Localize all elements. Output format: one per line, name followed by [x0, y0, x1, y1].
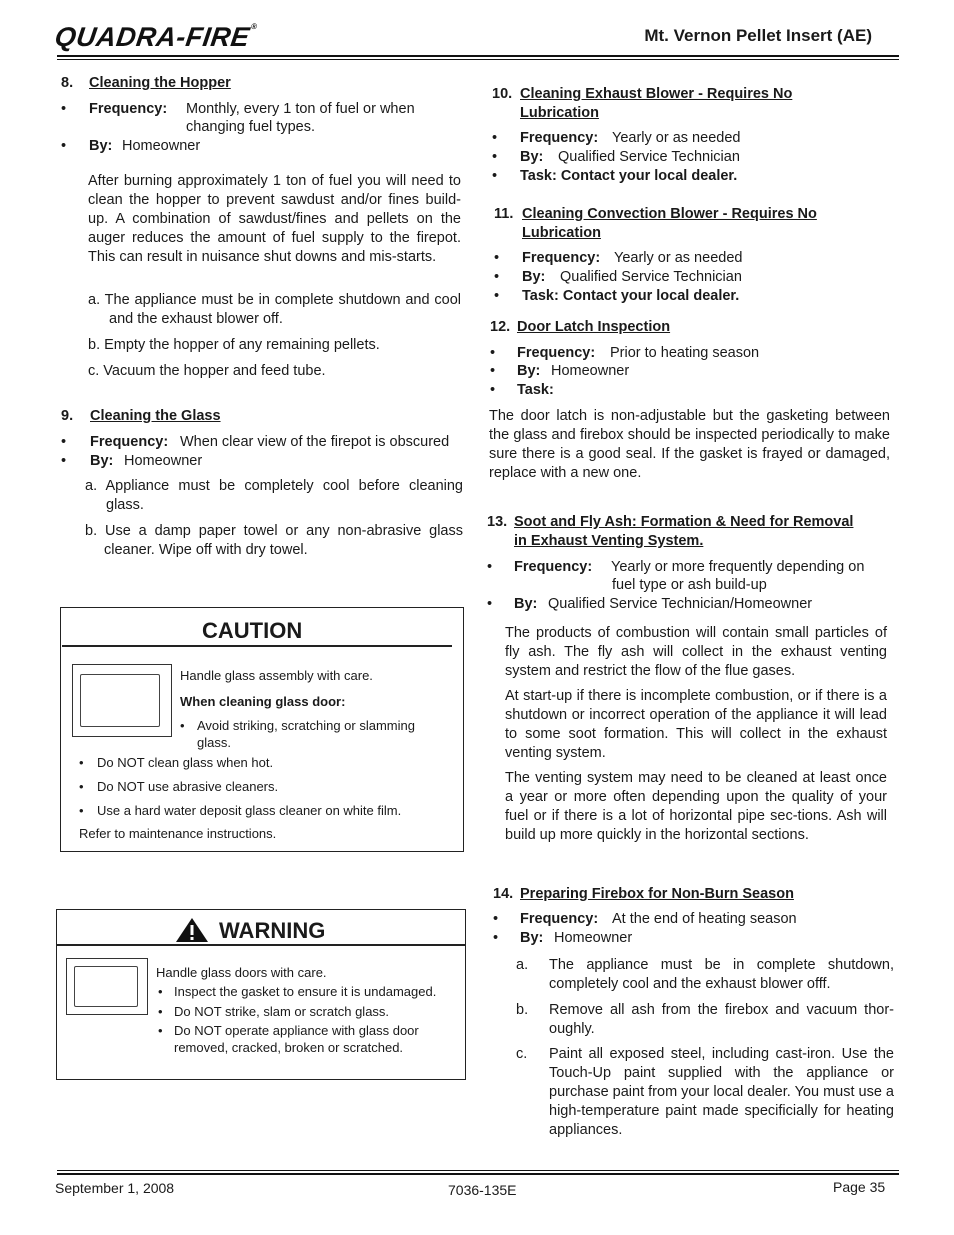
- warning-triangle-icon: [175, 917, 209, 943]
- warning-bullet-2: Do NOT strike, slam or scratch glass.: [174, 1004, 390, 1019]
- caution-bullet-2: Do NOT clean glass when hot.: [97, 755, 274, 770]
- s10-by-label: By:: [520, 149, 544, 165]
- bullet: •: [494, 269, 500, 285]
- bullet: •: [492, 168, 498, 184]
- s10-task: Task: Contact your local dealer.: [520, 168, 738, 184]
- bullet: •: [487, 559, 493, 575]
- s8-step-c: c. Vacuum the hopper and feed tube.: [88, 363, 326, 379]
- s8-by-value: Homeowner: [122, 138, 201, 154]
- bullet: •: [490, 382, 496, 398]
- caution-title: CAUTION: [202, 618, 303, 643]
- s12-frequency-label: Frequency:: [517, 345, 596, 361]
- s11-number: 11.: [494, 206, 514, 222]
- quadra-fire-logo: [53, 22, 258, 53]
- s14-number: 14.: [493, 886, 514, 902]
- caution-line-1: Handle glass assembly with care.: [180, 668, 373, 683]
- s13-frequency-value-2: fuel type or ash build-up: [612, 577, 767, 593]
- logo-text: QUADRA-FIRE: [52, 22, 252, 52]
- s12-frequency-value: Prior to heating season: [610, 345, 760, 361]
- logo-mark: ®: [250, 22, 259, 31]
- bullet: •: [158, 1023, 163, 1038]
- s12-number: 12.: [490, 319, 511, 335]
- s10-by-value: Qualified Service Technician: [558, 149, 740, 165]
- s8-number: 8.: [61, 75, 74, 91]
- caution-footer: Refer to maintenance instructions.: [79, 826, 277, 841]
- page-title: Mt. Vernon Pellet Insert (AE): [644, 26, 872, 45]
- s9-number: 9.: [61, 408, 74, 424]
- caution-bullet-1: Avoid striking, scratching or slamming glass.: [197, 718, 415, 750]
- s13-paragraph-3: The venting system may need to be cleaned at least once a year or more often depending upon the quality of your fuel or if there is a lot of horizontal pipe sec-tions. Ash will build up more quickly in the horizontal sections.: [505, 770, 887, 843]
- s14-step-c-label: c.: [516, 1046, 528, 1062]
- s8-frequency-value-2: changing fuel types.: [186, 119, 315, 135]
- s9-title: Cleaning the Glass: [90, 408, 221, 424]
- s8-frequency-label: Frequency:: [89, 101, 168, 117]
- s13-frequency-label: Frequency:: [514, 559, 593, 575]
- s14-step-a-label: a.: [516, 957, 529, 973]
- s13-title: Soot and Fly Ash: Formation & Need for Removal: [514, 514, 854, 530]
- s13-by-value: Qualified Service Technician/Homeowner: [548, 596, 813, 612]
- s8-step-a: a. The appliance must be in complete shutdown and cool and the exhaust blower off.: [88, 292, 461, 327]
- warning-title: WARNING: [219, 918, 326, 943]
- s11-title-2: Lubrication: [522, 225, 601, 241]
- s12-by-label: By:: [517, 363, 541, 379]
- s13-title-2: in Exhaust Venting System.: [514, 533, 704, 549]
- bullet: •: [79, 803, 84, 818]
- bullet: •: [493, 930, 499, 946]
- s12-by-value: Homeowner: [551, 363, 630, 379]
- s13-by-label: By:: [514, 596, 538, 612]
- bullet: •: [492, 130, 498, 146]
- s12-paragraph: The door latch is non-adjustable but the gasketing between the glass and firebox should be inspected periodically to make sure there is a good seal. If the gasket is frayed or damaged, replace with a new one.: [489, 408, 890, 481]
- bullet: •: [493, 911, 499, 927]
- s12-task: Task:: [517, 382, 554, 398]
- s9-frequency-label: Frequency:: [90, 434, 169, 450]
- bullet: •: [490, 345, 496, 361]
- s11-task: Task: Contact your local dealer.: [522, 288, 740, 304]
- bullet: •: [494, 250, 500, 266]
- s14-title: Preparing Firebox for Non-Burn Season: [520, 886, 794, 902]
- s14-step-a: The appliance must be in complete shutdown, completely cool and the exhaust blower offf.: [549, 957, 894, 992]
- s11-by-label: By:: [522, 269, 546, 285]
- s9-step-a: a. Appliance must be completely cool before cleaning glass.: [85, 478, 463, 513]
- s10-frequency-value: Yearly or as needed: [612, 130, 741, 146]
- s8-frequency-value: Monthly, every 1 ton of fuel or when: [186, 101, 415, 117]
- s14-step-b-label: b.: [516, 1002, 529, 1018]
- header-rule-thin: [57, 59, 899, 60]
- bullet: •: [494, 288, 500, 304]
- footer-rule: [57, 1173, 899, 1175]
- header-rule: [57, 55, 899, 57]
- s14-by-label: By:: [520, 930, 544, 946]
- bullet: •: [492, 149, 498, 165]
- warning-bullet-3: Do NOT operate appliance with glass door removed, cracked, broken or scratched.: [174, 1023, 419, 1055]
- s10-number: 10.: [492, 86, 513, 102]
- s8-step-b: b. Empty the hopper of any remaining pellets.: [88, 337, 380, 353]
- s14-step-c: Paint all exposed steel, including cast-iron. Use the Touch-Up paint supplied with the appliance or purchase paint from your local dealer. You must use a high-temperature paint made specificially for heating appliances.: [549, 1046, 894, 1138]
- bullet: •: [61, 101, 67, 117]
- caution-bullet-4: Use a hard water deposit glass cleaner on white film.: [97, 803, 402, 818]
- bullet: •: [79, 779, 84, 794]
- s8-title: Cleaning the Hopper: [89, 75, 231, 91]
- caution-title-rule: [62, 645, 452, 647]
- s8-paragraph: After burning approximately 1 ton of fuel you will need to clean the hopper to prevent sawdust and/or fines build-up. A combination of sawdust/fines and pellets on the auger reduces the amount of fuel supply to the firepot. This can result in nuisance shut downs and mis-starts.: [88, 173, 461, 265]
- s8-by-label: By:: [89, 138, 113, 154]
- glass-door-illustration: [66, 958, 148, 1015]
- bullet: •: [61, 434, 67, 450]
- warning-bullet-1: Inspect the gasket to ensure it is undamaged.: [174, 984, 437, 999]
- glass-pane: [80, 674, 160, 727]
- s13-paragraph-2: At start-up if there is incomplete combustion, or if there is a shutdown or incorrect operation of the appliance it will lead to some soot formation. This will collect in the exhaust venting system.: [505, 688, 887, 761]
- s9-frequency-value: When clear view of the firepot is obscured: [180, 434, 450, 450]
- bullet: •: [180, 718, 185, 733]
- s14-step-b: Remove all ash from the firebox and vacuum thor-oughly.: [549, 1002, 894, 1037]
- s12-title: Door Latch Inspection: [517, 319, 671, 335]
- s11-frequency-value: Yearly or as needed: [614, 250, 743, 266]
- warning-title-rule: [57, 944, 465, 946]
- s14-frequency-value: At the end of heating season: [612, 911, 797, 927]
- s14-by-value: Homeowner: [554, 930, 633, 946]
- glass-door-illustration: [72, 664, 172, 737]
- s10-frequency-label: Frequency:: [520, 130, 599, 146]
- s9-by-label: By:: [90, 453, 114, 469]
- bullet: •: [490, 363, 496, 379]
- bullet: •: [158, 984, 163, 999]
- footer-date: September 1, 2008: [55, 1180, 175, 1196]
- s11-title: Cleaning Convection Blower - Requires No: [522, 206, 817, 222]
- footer-doc-number: 7036-135E: [448, 1182, 517, 1198]
- s13-number: 13.: [487, 514, 508, 530]
- bullet: •: [79, 755, 84, 770]
- s10-title: Cleaning Exhaust Blower - Requires No: [520, 86, 793, 102]
- caution-line-2: When cleaning glass door:: [180, 694, 346, 709]
- footer-rule-thin: [57, 1170, 899, 1171]
- s13-paragraph-1: The products of combustion will contain small particles of fly ash. The fly ash will collect in the exhaust venting system and restrict the flow of the flue gases.: [505, 625, 887, 679]
- bullet: •: [61, 453, 67, 469]
- s11-frequency-label: Frequency:: [522, 250, 601, 266]
- warning-line-1: Handle glass doors with care.: [156, 965, 327, 980]
- s13-frequency-value: Yearly or more frequently depending on: [611, 559, 865, 575]
- glass-pane: [74, 966, 138, 1007]
- s10-title-2: Lubrication: [520, 105, 599, 121]
- s9-by-value: Homeowner: [124, 453, 203, 469]
- s9-step-b: b. Use a damp paper towel or any non-abrasive glass cleaner. Wipe off with dry towel.: [85, 523, 463, 558]
- bullet: •: [487, 596, 493, 612]
- bullet: •: [158, 1004, 163, 1019]
- s11-by-value: Qualified Service Technician: [560, 269, 742, 285]
- s14-frequency-label: Frequency:: [520, 911, 599, 927]
- bullet: •: [61, 138, 67, 154]
- footer-page-number: Page 35: [833, 1179, 886, 1195]
- caution-bullet-3: Do NOT use abrasive cleaners.: [97, 779, 279, 794]
